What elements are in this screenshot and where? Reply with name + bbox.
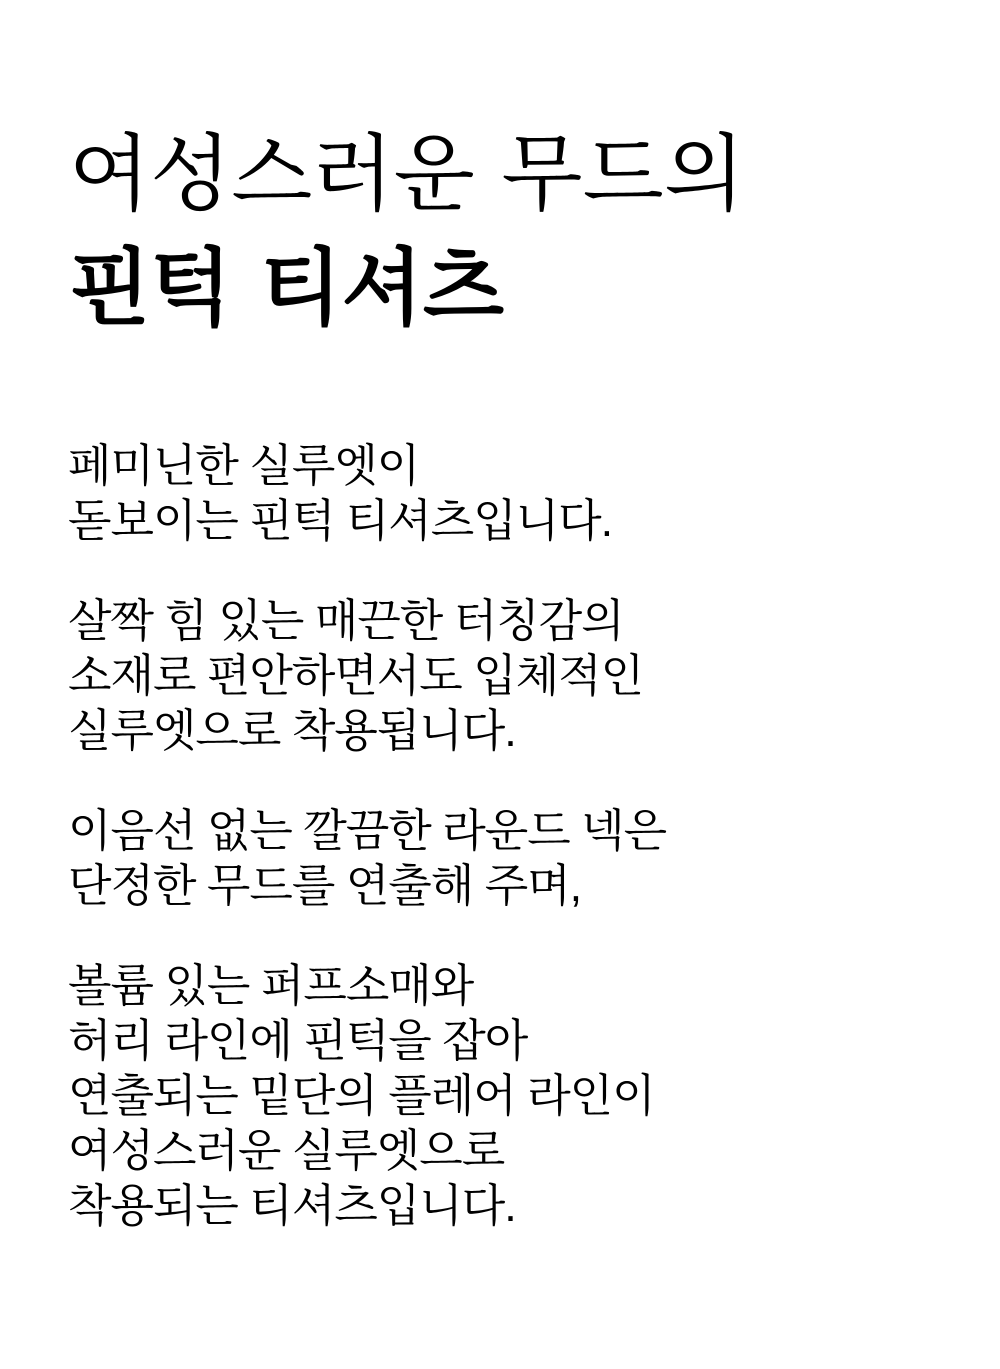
text-line: 여성스러운 실루엣으로 <box>68 1125 505 1176</box>
text-line: 살짝 힘 있는 매끈한 터칭감의 <box>68 595 624 646</box>
text-line: 허리 라인에 핀턱을 잡아 <box>68 1015 528 1066</box>
text-line: 볼륨 있는 퍼프소매와 <box>68 960 474 1011</box>
description-text <box>68 438 666 1233</box>
page-title <box>69 118 745 344</box>
paragraph-silhouette <box>68 438 666 548</box>
title-line-1: 여성스러운 무드의 <box>69 125 745 223</box>
text-line: 실루엣으로 착용됩니다. <box>68 705 516 756</box>
text-line: 연출되는 밑단의 플레어 라인이 <box>68 1070 655 1121</box>
title-line-2: 핀턱 티셔츠 <box>69 238 504 337</box>
text-line: 단정한 무드를 연출해 주며, <box>68 860 582 911</box>
text-line: 소재로 편안하면서도 입체적인 <box>68 650 644 701</box>
text-line: 돋보이는 핀턱 티셔츠입니다. <box>68 495 613 546</box>
text-line: 착용되는 티셔츠입니다. <box>68 1180 516 1231</box>
text-line: 이음선 없는 깔끔한 라운드 넥은 <box>68 805 667 856</box>
paragraph-neckline <box>68 803 666 913</box>
paragraph-fabric <box>68 593 666 758</box>
paragraph-sleeve-pintuck <box>68 958 666 1233</box>
text-line: 페미닌한 실루엣이 <box>68 440 420 491</box>
